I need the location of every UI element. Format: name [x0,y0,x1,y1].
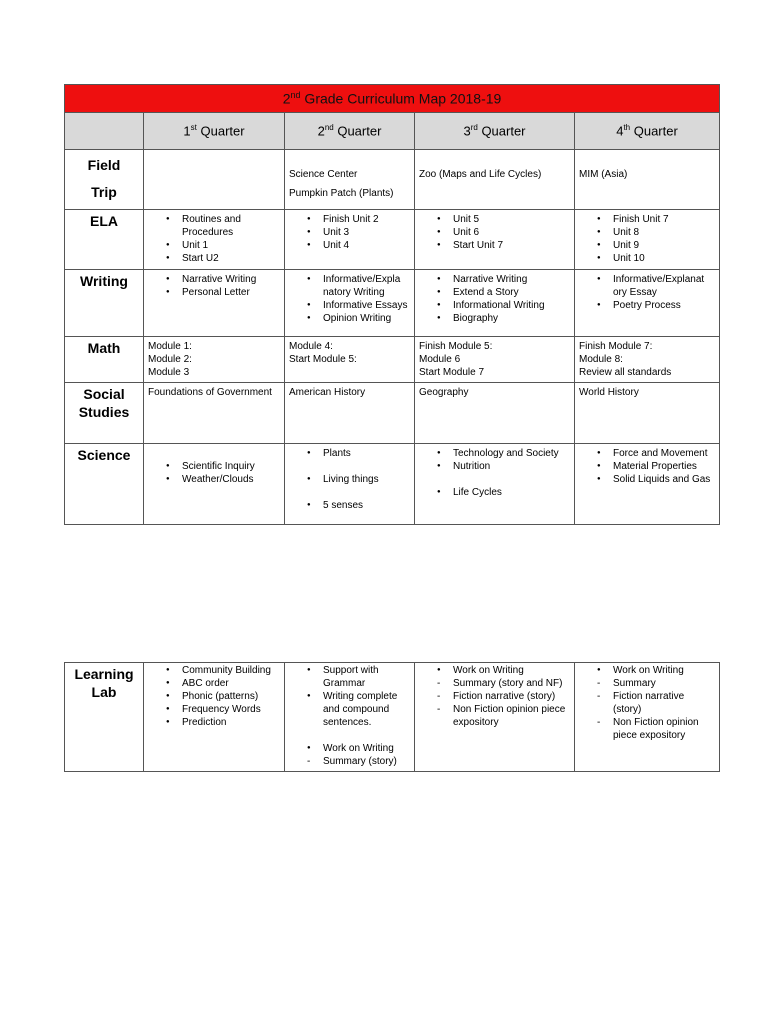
quarter-2-header: 2nd Quarter [285,113,415,150]
math-q2: Module 4: Start Module 5: [285,337,415,383]
title-text: Grade Curriculum Map 2018-19 [300,90,502,107]
social-studies-q1: Foundations of Government [144,383,285,444]
writing-row [65,270,720,337]
science-q4: ● Force and Movement ● Material Properties ● Solid Liquids and Gas [575,444,720,525]
learning-lab-q2: ● Support with Grammar ● Writing complete and compound sentences. ● Work on Writing - Summary (story) [285,663,415,772]
learning-lab-q1: ● Community Building ● ABC order ● Phonic (patterns) ● Frequency Words ● Prediction [144,663,285,772]
social-studies-q4: World History [575,383,720,444]
quarter-header-row [65,113,720,150]
quarter-1-header: 1st Quarter [144,113,285,150]
learning-lab-table [64,662,720,772]
social-studies-label: Social Studies [65,383,144,444]
field-trip-q4: MIM (Asia) [575,150,720,210]
learning-lab-label: Learning Lab [65,663,144,772]
ela-label: ELA [65,210,144,270]
quarter-3-header: 3rd Quarter [415,113,575,150]
quarter-4-header: 4th Quarter [575,113,720,150]
ela-q2: ● Finish Unit 2 ● Unit 3 ● Unit 4 [285,210,415,270]
page-title [65,85,720,113]
ela-q4: ● Finish Unit 7 ● Unit 8 ● Unit 9 ● Unit 10 [575,210,720,270]
field-trip-label: Field Trip [65,150,144,210]
corner-cell [65,113,144,150]
math-q4: Finish Module 7: Module 8: Review all standards [575,337,720,383]
science-q1: ● Scientific Inquiry ● Weather/Clouds [144,444,285,525]
ela-row [65,210,720,270]
curriculum-map-table [64,84,720,525]
science-q3: ● Technology and Society ● Nutrition ● Life Cycles [415,444,575,525]
social-studies-q2: American History [285,383,415,444]
math-row [65,337,720,383]
math-q3: Finish Module 5: Module 6 Start Module 7 [415,337,575,383]
writing-q4: ● Informative/Explanat ory Essay ● Poetry Process [575,270,720,337]
title-ordinal: nd [290,90,301,101]
title-row [65,85,720,113]
writing-q2: ● Informative/Expla natory Writing ● Informative Essays ● Opinion Writing [285,270,415,337]
writing-label: Writing [65,270,144,337]
learning-lab-q3: ● Work on Writing - Summary (story and NF) - Fiction narrative (story) - Non Fiction opinion piece expository [415,663,575,772]
field-trip-row [65,150,720,210]
learning-lab-row [65,663,720,772]
field-trip-q2: Science Center Pumpkin Patch (Plants) [285,150,415,210]
ela-q1: ● Routines and Procedures ● Unit 1 ● Start U2 [144,210,285,270]
science-label: Science [65,444,144,525]
math-q1: Module 1: Module 2: Module 3 [144,337,285,383]
field-trip-q1 [144,150,285,210]
science-q2: ● Plants ● Living things ● 5 senses [285,444,415,525]
writing-q3: ● Narrative Writing ● Extend a Story ● Informational Writing ● Biography [415,270,575,337]
social-studies-row [65,383,720,444]
learning-lab-q4: ● Work on Writing - Summary - Fiction narrative (story) - Non Fiction opinion piece expository [575,663,720,772]
writing-q1: ● Narrative Writing ● Personal Letter [144,270,285,337]
social-studies-q3: Geography [415,383,575,444]
ela-q3: ● Unit 5 ● Unit 6 ● Start Unit 7 [415,210,575,270]
science-row [65,444,720,525]
title-number: 2 [282,90,291,107]
field-trip-q3: Zoo (Maps and Life Cycles) [415,150,575,210]
math-label: Math [65,337,144,383]
